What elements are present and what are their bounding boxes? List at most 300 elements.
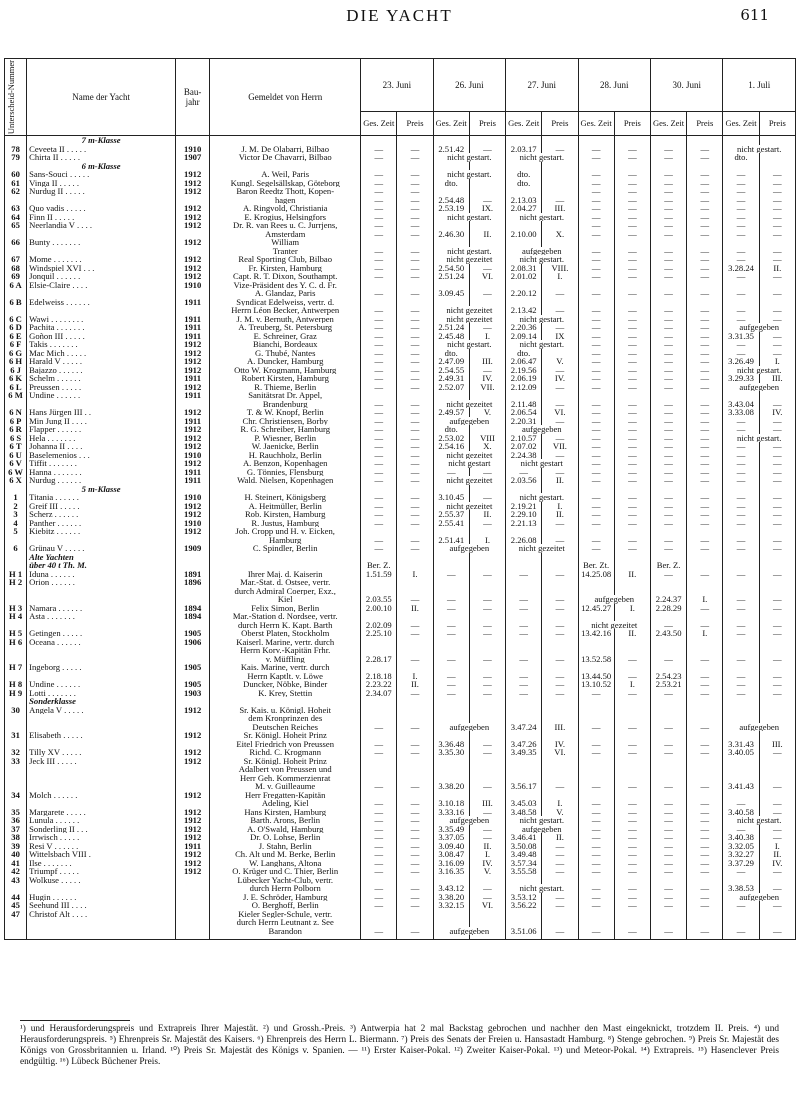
time-cell: — — [361, 434, 397, 443]
time-cell: — — [578, 196, 614, 205]
yacht-number — [5, 646, 27, 655]
yacht-number — [5, 595, 27, 604]
time-cell: — — [433, 595, 469, 604]
time-cell: — — [578, 740, 614, 749]
time-cell — [361, 391, 397, 400]
prize-cell: — — [397, 629, 433, 638]
time-cell — [361, 765, 397, 774]
yacht-number: 64 — [5, 213, 27, 222]
prize-cell: — — [397, 816, 433, 825]
time-cell — [723, 663, 759, 672]
table-cell — [469, 162, 505, 171]
time-cell: — — [650, 536, 686, 545]
time-cell — [361, 910, 397, 919]
table-row — [5, 791, 796, 800]
time-cell: — — [723, 536, 759, 545]
table-cell — [397, 162, 433, 171]
yacht-number: 6 U — [5, 451, 27, 460]
prize-cell: — — [614, 689, 650, 698]
time-cell: — — [650, 179, 686, 188]
time-cell: — — [650, 519, 686, 528]
time-cell — [433, 391, 469, 400]
time-cell — [650, 714, 686, 723]
table-row — [5, 578, 796, 587]
time-cell: 2.54.55 — [433, 366, 469, 375]
yacht-name — [27, 196, 176, 205]
prize-cell: — — [614, 901, 650, 910]
prize-cell: — — [759, 230, 795, 239]
prize-cell: — — [614, 425, 650, 434]
time-cell: nicht gezeitet — [433, 315, 505, 324]
time-cell: 3.38.20 — [433, 782, 469, 791]
table-cell — [5, 935, 27, 940]
prize-cell: IV. — [759, 859, 795, 868]
yacht-number: 69 — [5, 272, 27, 281]
yacht-name: Triumpf . . . . . — [27, 867, 176, 876]
prize-cell: — — [687, 315, 723, 324]
table-row — [5, 740, 796, 749]
prize-cell: — — [542, 383, 578, 392]
time-cell: aufgegeben — [723, 893, 796, 902]
prize-cell: — — [687, 357, 723, 366]
prize-cell — [759, 663, 795, 672]
prize-cell: — — [469, 366, 505, 375]
time-cell: 2.49.31 — [433, 374, 469, 383]
build-year — [176, 646, 210, 655]
build-year — [176, 910, 210, 919]
time-cell: — — [723, 442, 759, 451]
table-row — [5, 663, 796, 672]
owner: William — [210, 238, 361, 247]
prize-cell: — — [687, 459, 723, 468]
time-cell — [650, 238, 686, 247]
prize-cell: — — [687, 204, 723, 213]
table-row — [5, 638, 796, 647]
yacht-number: 6 F — [5, 340, 27, 349]
time-cell — [578, 791, 614, 800]
table-row — [5, 196, 796, 205]
build-year: 1912 — [176, 179, 210, 188]
time-cell: nicht gestart. — [723, 366, 796, 375]
yacht-name — [27, 536, 176, 545]
owner: G. Tönnies, Flensburg — [210, 468, 361, 477]
prize-cell — [542, 714, 578, 723]
time-cell — [578, 714, 614, 723]
prize-cell — [614, 918, 650, 927]
time-cell: 2.52.07 — [433, 383, 469, 392]
prize-cell: — — [759, 867, 795, 876]
time-cell: — — [361, 893, 397, 902]
prize-cell: — — [759, 510, 795, 519]
build-year: 1912 — [176, 255, 210, 264]
time-cell: nicht gezeitet — [433, 451, 505, 460]
yacht-number — [5, 587, 27, 596]
time-cell — [650, 663, 686, 672]
col-header-zeit: Ges. Zeit — [578, 111, 614, 136]
time-cell: — — [650, 901, 686, 910]
yacht-name — [27, 400, 176, 409]
yacht-number: 5 — [5, 527, 27, 536]
prize-cell: — — [469, 680, 505, 689]
prize-cell — [542, 638, 578, 647]
build-year: 1912 — [176, 238, 210, 247]
yacht-number: 61 — [5, 179, 27, 188]
prize-cell: II. — [614, 629, 650, 638]
table-row — [5, 476, 796, 485]
time-cell: 2.19.56 — [506, 366, 542, 375]
table-row — [5, 646, 796, 655]
prize-cell: — — [397, 842, 433, 851]
build-year: 1912 — [176, 825, 210, 834]
prize-cell: — — [397, 408, 433, 417]
col-header-preis: Preis — [542, 111, 578, 136]
table-row — [5, 247, 796, 256]
yacht-number: 39 — [5, 842, 27, 851]
prize-cell: III. — [759, 740, 795, 749]
time-cell: — — [433, 468, 469, 477]
time-cell: — — [361, 306, 397, 315]
table-row — [5, 774, 796, 783]
time-cell: 2.51.24 — [433, 272, 469, 281]
time-cell: — — [650, 867, 686, 876]
yacht-name: Undine . . . . . . — [27, 680, 176, 689]
owner: durch Herrn Polborn — [210, 884, 361, 893]
prize-cell: — — [397, 434, 433, 443]
time-cell: — — [650, 349, 686, 358]
time-cell — [506, 918, 542, 927]
prize-cell: — — [542, 536, 578, 545]
prize-cell: — — [687, 434, 723, 443]
time-cell: aufgegeben — [723, 723, 796, 732]
prize-cell — [759, 774, 795, 783]
time-cell: — — [361, 723, 397, 732]
table-cell — [759, 485, 795, 494]
yacht-name: Orion . . . . . . — [27, 578, 176, 587]
prize-cell: — — [397, 221, 433, 230]
time-cell: — — [578, 323, 614, 332]
prize-cell: II. — [397, 604, 433, 613]
prize-cell: — — [469, 825, 505, 834]
time-cell: — — [433, 680, 469, 689]
prize-cell — [614, 298, 650, 307]
owner: J. M. v. Bernuth, Antwerpen — [210, 315, 361, 324]
time-cell: 2.06.19 — [506, 374, 542, 383]
time-cell: — — [723, 493, 759, 502]
prize-cell: — — [614, 867, 650, 876]
prize-cell: II. — [397, 680, 433, 689]
time-cell: nicht gestart. — [433, 153, 505, 162]
prize-cell: — — [759, 748, 795, 757]
build-year — [176, 927, 210, 936]
owner: Barandon — [210, 927, 361, 936]
time-cell: 2.19.21 — [506, 502, 542, 511]
time-cell — [723, 391, 759, 400]
time-cell: — — [650, 187, 686, 196]
time-cell: 2.51.41 — [433, 536, 469, 545]
prize-cell: — — [759, 400, 795, 409]
yacht-name — [27, 723, 176, 732]
prize-cell: — — [614, 782, 650, 791]
yacht-number: 66 — [5, 238, 27, 247]
prize-cell — [469, 587, 505, 596]
prize-cell: — — [397, 519, 433, 528]
owner: A. O'Swald, Hamburg — [210, 825, 361, 834]
owner: Syndicat Edelweiss, vertr. d. — [210, 298, 361, 307]
time-cell: dto. — [506, 170, 542, 179]
time-cell — [361, 757, 397, 766]
time-cell: — — [433, 604, 469, 613]
table-cell — [723, 136, 759, 145]
page-title: DIE YACHT — [346, 6, 453, 25]
owner: Joh. Cropp und H. v. Eicken, — [210, 527, 361, 536]
prize-cell: — — [397, 833, 433, 842]
build-year — [176, 230, 210, 239]
time-cell: 3.16.35 — [433, 867, 469, 876]
table-cell — [176, 136, 210, 145]
yacht-name: Hans Jürgen III . . — [27, 408, 176, 417]
prize-cell: II. — [614, 570, 650, 579]
build-year — [176, 893, 210, 902]
prize-cell: — — [759, 655, 795, 664]
prize-cell: — — [397, 502, 433, 511]
prize-cell — [614, 281, 650, 290]
time-cell: nicht gezeitet — [506, 544, 578, 553]
prize-cell — [687, 876, 723, 885]
prize-cell: — — [469, 782, 505, 791]
time-cell — [433, 714, 469, 723]
time-cell: nicht gestart. — [433, 340, 505, 349]
table-cell — [614, 162, 650, 171]
time-cell: — — [578, 366, 614, 375]
time-cell: — — [578, 493, 614, 502]
time-cell: nicht gestart — [506, 459, 578, 468]
prize-cell: — — [687, 340, 723, 349]
time-cell: — — [723, 247, 759, 256]
time-cell: 2.20.31 — [506, 417, 542, 426]
yacht-number: H 8 — [5, 680, 27, 689]
owner: Deutschen Reiches — [210, 723, 361, 732]
prize-cell: — — [687, 570, 723, 579]
table-row — [5, 629, 796, 638]
table-cell — [723, 561, 759, 570]
prize-cell: — — [614, 332, 650, 341]
time-cell: — — [650, 884, 686, 893]
prize-cell: — — [614, 213, 650, 222]
time-cell: — — [361, 247, 397, 256]
prize-cell — [469, 765, 505, 774]
prize-cell: — — [759, 825, 795, 834]
col-header-preis: Preis — [469, 111, 505, 136]
yacht-name: Jonquil . . . . . . — [27, 272, 176, 281]
time-cell: — — [506, 689, 542, 698]
prize-cell: — — [469, 493, 505, 502]
section-label: 7 m-Klasse — [27, 136, 176, 145]
col-header-preis: Preis — [614, 111, 650, 136]
yacht-name: Titania . . . . . . — [27, 493, 176, 502]
prize-cell — [614, 910, 650, 919]
prize-cell: — — [687, 400, 723, 409]
table-row — [5, 442, 796, 451]
time-cell: nicht gestart. — [723, 816, 796, 825]
time-cell: — — [361, 255, 397, 264]
yacht-number — [5, 740, 27, 749]
time-cell: 2.10.57 — [506, 434, 542, 443]
prize-cell: — — [397, 859, 433, 868]
table-row — [5, 289, 796, 298]
yacht-name: Lotti . . . . . . . — [27, 689, 176, 698]
col-header-preis: Preis — [759, 111, 795, 136]
time-cell — [433, 757, 469, 766]
build-year: 1912 — [176, 791, 210, 800]
time-cell: — — [361, 221, 397, 230]
time-cell: 2.54.50 — [433, 264, 469, 273]
prize-cell — [397, 731, 433, 740]
time-cell — [723, 578, 759, 587]
prize-cell — [614, 706, 650, 715]
time-cell: 3.35.49 — [433, 825, 469, 834]
prize-cell: — — [542, 901, 578, 910]
prize-cell: — — [397, 230, 433, 239]
prize-cell — [614, 765, 650, 774]
prize-cell: — — [687, 680, 723, 689]
prize-cell: II. — [759, 264, 795, 273]
prize-cell: III. — [759, 374, 795, 383]
time-cell: — — [578, 884, 614, 893]
yacht-name: Jeck III . . . . . — [27, 757, 176, 766]
yacht-number: 6 T — [5, 442, 27, 451]
yacht-number: H 5 — [5, 629, 27, 638]
time-cell: — — [650, 544, 686, 553]
prize-cell: — — [759, 306, 795, 315]
table-row — [5, 927, 796, 936]
table-row — [5, 544, 796, 553]
time-cell: 3.38.53 — [723, 884, 759, 893]
table-row — [5, 187, 796, 196]
yacht-number: 4 — [5, 519, 27, 528]
yacht-name: Pachita . . . . . . . — [27, 323, 176, 332]
prize-cell — [614, 587, 650, 596]
time-cell: 13.42.16 — [578, 629, 614, 638]
time-cell: aufgegeben — [433, 417, 505, 426]
prize-cell: — — [614, 748, 650, 757]
owner: T. & W. Knopf, Berlin — [210, 408, 361, 417]
owner: durch Herrn Leutnant z. See — [210, 918, 361, 927]
owner: Amsterdam — [210, 230, 361, 239]
build-year: 1911 — [176, 417, 210, 426]
prize-cell: II. — [469, 842, 505, 851]
prize-cell: — — [759, 442, 795, 451]
prize-cell: — — [614, 179, 650, 188]
time-cell — [361, 876, 397, 885]
prize-cell — [759, 731, 795, 740]
col-header-preis: Preis — [397, 111, 433, 136]
section-label: Sonderklasse — [27, 697, 176, 706]
time-cell: 3.40.58 — [723, 808, 759, 817]
prize-cell: — — [469, 604, 505, 613]
yacht-name: Edelweiss . . . . . . — [27, 298, 176, 307]
table-cell — [469, 561, 505, 570]
yacht-name: Schelm . . . . . . — [27, 374, 176, 383]
time-cell: 2.00.10 — [361, 604, 397, 613]
table-cell — [176, 553, 210, 562]
prize-cell: — — [614, 145, 650, 154]
prize-cell — [759, 638, 795, 647]
time-cell: — — [361, 374, 397, 383]
table-row — [5, 272, 796, 281]
time-cell: — — [723, 799, 759, 808]
time-cell: 3.29.33 — [723, 374, 759, 383]
time-cell: nicht gestart — [433, 459, 505, 468]
prize-cell: — — [614, 264, 650, 273]
time-cell — [506, 663, 542, 672]
table-row — [5, 221, 796, 230]
prize-cell: — — [687, 323, 723, 332]
yacht-number: 6 J — [5, 366, 27, 375]
time-cell: 2.28.29 — [650, 604, 686, 613]
prize-cell — [759, 765, 795, 774]
time-cell: — — [723, 425, 759, 434]
time-cell: — — [578, 230, 614, 239]
table-cell — [542, 485, 578, 494]
yacht-number: 35 — [5, 808, 27, 817]
time-cell — [578, 663, 614, 672]
prize-cell — [614, 578, 650, 587]
time-cell — [506, 578, 542, 587]
table-row — [5, 799, 796, 808]
yacht-name — [27, 672, 176, 681]
yacht-name: Ilse . . . . . . . — [27, 859, 176, 868]
time-cell: — — [578, 536, 614, 545]
owner: Herr Fregatten-Kapitän — [210, 791, 361, 800]
time-cell: — — [506, 604, 542, 613]
table-cell — [469, 136, 505, 145]
prize-cell: — — [687, 740, 723, 749]
prize-cell: — — [397, 366, 433, 375]
table-cell — [5, 697, 27, 706]
prize-cell: — — [687, 255, 723, 264]
table-cell — [578, 935, 614, 940]
yacht-number: 34 — [5, 791, 27, 800]
owner: Mar.-Station d. Nordsee, vertr. — [210, 612, 361, 621]
owner: Kungl. Segelsällskap, Göteborg — [210, 179, 361, 188]
prize-cell — [397, 298, 433, 307]
table-cell — [210, 162, 361, 171]
time-cell: — — [723, 825, 759, 834]
owner: dem Kronprinzen des — [210, 714, 361, 723]
time-cell: — — [723, 459, 759, 468]
table-row — [5, 850, 796, 859]
prize-cell: — — [397, 187, 433, 196]
table-row — [5, 680, 796, 689]
time-cell: 2.06.54 — [506, 408, 542, 417]
prize-cell: — — [614, 842, 650, 851]
yacht-number: 42 — [5, 867, 27, 876]
yacht-number: 6 A — [5, 281, 27, 290]
prize-cell: I. — [759, 357, 795, 366]
owner: Sr. Königl. Hoheit Prinz — [210, 731, 361, 740]
owner: Oberst Platen, Stockholm — [210, 629, 361, 638]
table-cell — [506, 697, 542, 706]
time-cell: — — [578, 247, 614, 256]
time-cell: 2.54.48 — [433, 196, 469, 205]
time-cell: 3.51.06 — [506, 927, 542, 936]
time-cell: — — [650, 808, 686, 817]
prize-cell: — — [469, 808, 505, 817]
table-cell — [361, 485, 397, 494]
prize-cell: I. — [687, 595, 723, 604]
time-cell: 14.25.08 — [578, 570, 614, 579]
prize-cell: — — [542, 867, 578, 876]
